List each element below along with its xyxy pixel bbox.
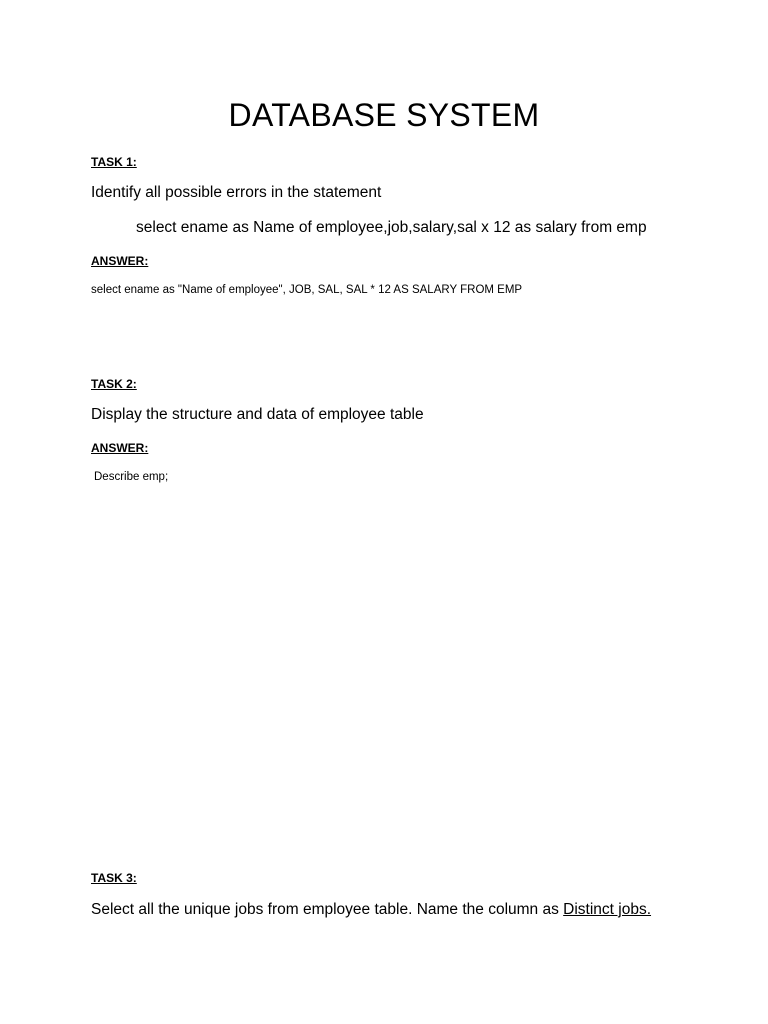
task-2-answer: Describe emp;: [94, 471, 169, 483]
task-3-label: TASK 3:: [91, 871, 137, 885]
task-3-question: [91, 901, 651, 919]
task-1-question: Identify all possible errors in the statement: [91, 184, 382, 201]
task-1-answer-label: ANSWER:: [91, 254, 149, 268]
document-title: DATABASE SYSTEM: [228, 97, 540, 133]
task-1-answer: select ename as "Name of employee", JOB, SAL, SAL * 12 AS SALARY FROM EMP: [91, 284, 523, 296]
task-2-label: TASK 2:: [91, 377, 137, 391]
task-3-column-name: Distinct jobs.: [563, 901, 652, 918]
task-1-statement: select ename as Name of employee,job,salary,sal x 12 as salary from emp: [136, 219, 647, 236]
task-3-question-text: Select all the unique jobs from employee table. Name the column as: [91, 901, 564, 918]
task-1-label: TASK 1:: [91, 155, 137, 169]
task-2-question: Display the structure and data of employee table: [91, 406, 424, 423]
task-2-answer-label: ANSWER:: [91, 441, 149, 455]
